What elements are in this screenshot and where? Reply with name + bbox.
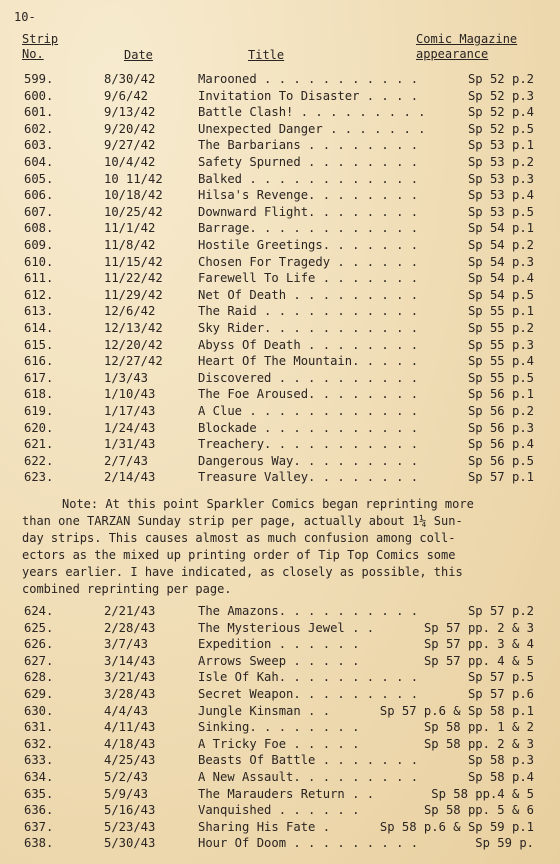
strip-row bbox=[0, 670, 560, 686]
strip-number: 625. bbox=[24, 620, 54, 635]
magazine-appearance: Sp 52 p.3 bbox=[467, 88, 534, 103]
header-strip-label: Strip bbox=[22, 32, 59, 46]
strip-date: 5/16/43 bbox=[104, 803, 156, 818]
magazine-appearance: Sp 57 pp. 2 & 3 bbox=[423, 620, 534, 635]
strip-number: 638. bbox=[24, 836, 54, 851]
strip-title: Unexpected Danger . . . . . . . bbox=[198, 121, 426, 136]
header-title-label: Title bbox=[248, 48, 285, 62]
strip-date: 10/25/42 bbox=[104, 204, 163, 219]
strip-title: A New Assault. . . . . . . . . bbox=[198, 770, 419, 784]
strip-number: 603. bbox=[24, 138, 54, 153]
strip-number: 630. bbox=[24, 703, 54, 718]
header-comic-magazine bbox=[416, 32, 517, 62]
note-line: than one TARZAN Sunday strip per page, actually about 1¼ Sun- bbox=[22, 514, 463, 528]
strip-number: 604. bbox=[24, 155, 54, 169]
strip-date: 9/20/42 bbox=[104, 121, 156, 136]
header-comic-label: Comic Magazine bbox=[416, 32, 518, 46]
strip-row bbox=[0, 720, 560, 736]
magazine-appearance: Sp 52 p.2 bbox=[467, 72, 534, 86]
magazine-appearance: Sp 56 p.3 bbox=[467, 420, 534, 435]
strip-row bbox=[0, 221, 560, 237]
strip-row bbox=[0, 404, 560, 420]
strip-date: 12/13/42 bbox=[104, 321, 163, 335]
strip-title: Downward Flight. . . . . . . . bbox=[198, 204, 419, 219]
strip-date: 11/1/42 bbox=[104, 221, 156, 236]
strip-number: 628. bbox=[24, 670, 54, 685]
strip-date: 2/21/43 bbox=[104, 604, 156, 618]
magazine-appearance: Sp 55 p.1 bbox=[467, 304, 534, 319]
magazine-appearance: Sp 56 p.2 bbox=[467, 404, 534, 418]
strip-title: Net Of Death . . . . . . . . . bbox=[198, 287, 419, 302]
strip-date: 5/2/43 bbox=[104, 770, 149, 784]
strip-title: Invitation To Disaster . . . . bbox=[198, 88, 419, 103]
strip-title: Jungle Kinsman . . bbox=[198, 703, 331, 718]
strip-date: 2/7/43 bbox=[104, 453, 149, 468]
strip-title: Marooned . . . . . . . . . . . bbox=[198, 72, 419, 86]
strip-number: 632. bbox=[24, 736, 54, 751]
strip-number: 618. bbox=[24, 387, 54, 402]
strip-date: 11/15/42 bbox=[104, 254, 163, 269]
strip-date: 11/8/42 bbox=[104, 238, 156, 252]
strip-date: 4/11/43 bbox=[104, 720, 156, 735]
page-number: 10- bbox=[14, 10, 36, 24]
strip-number: 610. bbox=[24, 254, 54, 269]
strip-row bbox=[0, 354, 560, 370]
strip-title: Abyss Of Death . . . . . . . . bbox=[198, 337, 419, 352]
strip-date: 9/13/42 bbox=[104, 105, 156, 120]
strip-date: 4/25/43 bbox=[104, 753, 156, 768]
strip-date: 11/29/42 bbox=[104, 287, 163, 302]
strip-row bbox=[0, 803, 560, 819]
strip-row bbox=[0, 255, 560, 271]
strip-title: The Marauders Return . . bbox=[198, 786, 375, 801]
strip-title: The Foe Aroused. . . . . . . . bbox=[198, 387, 419, 402]
note-line: Note: At this point Sparkler Comics began reprinting more bbox=[62, 497, 474, 511]
strip-title: Chosen For Tragedy . . . . . . bbox=[198, 254, 419, 269]
strip-title: Expedition . . . . . . bbox=[198, 637, 360, 652]
strip-date: 9/6/42 bbox=[104, 88, 149, 103]
strip-date: 4/4/43 bbox=[104, 703, 149, 718]
strip-row bbox=[0, 621, 560, 637]
magazine-appearance: Sp 57 pp. 3 & 4 bbox=[423, 637, 534, 652]
strip-date: 1/24/43 bbox=[104, 420, 156, 435]
note-line: combined reprinting per page. bbox=[22, 582, 232, 596]
magazine-appearance: Sp 54 p.4 bbox=[467, 271, 534, 286]
strip-number: 635. bbox=[24, 786, 54, 801]
header-title bbox=[248, 48, 284, 63]
strip-title: Safety Spurned . . . . . . . . bbox=[198, 155, 419, 169]
strip-row bbox=[0, 836, 560, 852]
strip-date: 1/17/43 bbox=[104, 404, 156, 418]
strip-date: 1/10/43 bbox=[104, 387, 156, 402]
strip-title: Vanquished . . . . . . bbox=[198, 803, 360, 818]
strip-number: 607. bbox=[24, 204, 54, 219]
strip-title: Farewell To Life . . . . . . . bbox=[198, 271, 419, 286]
strip-number: 608. bbox=[24, 221, 54, 236]
magazine-appearance: Sp 55 p.5 bbox=[467, 370, 534, 385]
strip-title: Balked . . . . . . . . . . . . bbox=[198, 171, 419, 186]
magazine-appearance: Sp 55 p.3 bbox=[467, 337, 534, 352]
strip-title: The Amazons. . . . . . . . . . bbox=[198, 604, 419, 618]
strip-row bbox=[0, 238, 560, 254]
strip-row bbox=[0, 654, 560, 670]
strip-number: 623. bbox=[24, 470, 54, 485]
strip-row bbox=[0, 288, 560, 304]
strip-date: 9/27/42 bbox=[104, 138, 156, 153]
strip-date: 1/3/43 bbox=[104, 370, 149, 385]
magazine-appearance: Sp 58 pp. 2 & 3 bbox=[423, 736, 534, 751]
strip-row bbox=[0, 72, 560, 88]
strip-title: A Clue . . . . . . . . . . . . bbox=[198, 404, 419, 418]
strip-number: 615. bbox=[24, 337, 54, 352]
magazine-appearance: Sp 54 p.2 bbox=[467, 238, 534, 252]
strip-number: 629. bbox=[24, 687, 54, 701]
strip-row bbox=[0, 304, 560, 320]
strip-title: Battle Clash! . . . . . . . . . bbox=[198, 105, 426, 120]
magazine-appearance: Sp 53 p.2 bbox=[467, 155, 534, 169]
strip-title: Blockade . . . . . . . . . . . bbox=[198, 420, 419, 435]
strip-date: 3/7/43 bbox=[104, 637, 149, 652]
strip-number: 617. bbox=[24, 370, 54, 385]
strip-date: 10/4/42 bbox=[104, 155, 156, 169]
strip-title: The Mysterious Jewel . . bbox=[198, 620, 375, 635]
strip-row bbox=[0, 105, 560, 121]
strip-row bbox=[0, 271, 560, 287]
strip-number: 624. bbox=[24, 604, 54, 618]
strip-number: 599. bbox=[24, 72, 54, 86]
magazine-appearance: Sp 59 p. bbox=[475, 836, 534, 851]
header-appearance-label: appearance bbox=[416, 47, 489, 61]
strip-row bbox=[0, 138, 560, 154]
strip-title: Hostile Greetings. . . . . . . bbox=[198, 238, 419, 252]
strip-date: 2/14/43 bbox=[104, 470, 156, 485]
magazine-appearance: Sp 58 p.3 bbox=[467, 753, 534, 768]
strip-row bbox=[0, 172, 560, 188]
strip-title: Arrows Sweep . . . . . bbox=[198, 653, 360, 668]
strip-date: 3/21/43 bbox=[104, 670, 156, 685]
magazine-appearance: Sp 58 pp.4 & 5 bbox=[431, 786, 534, 801]
strip-date: 1/31/43 bbox=[104, 437, 156, 452]
magazine-appearance: Sp 54 p.1 bbox=[467, 221, 534, 236]
strip-date: 12/6/42 bbox=[104, 304, 156, 319]
note-line: ectors as the mixed up printing order of Tip Top Comics some bbox=[22, 548, 456, 562]
strip-row bbox=[0, 321, 560, 337]
strip-date: 11/22/42 bbox=[104, 271, 163, 286]
strip-number: 633. bbox=[24, 753, 54, 768]
strip-number: 627. bbox=[24, 653, 54, 668]
strip-number: 636. bbox=[24, 803, 54, 818]
strip-date: 5/30/43 bbox=[104, 836, 156, 851]
strip-number: 614. bbox=[24, 321, 54, 335]
header-strip-no bbox=[22, 32, 58, 62]
strip-date: 10 11/42 bbox=[104, 171, 163, 186]
magazine-appearance: Sp 56 p.4 bbox=[467, 437, 534, 452]
strip-number: 612. bbox=[24, 287, 54, 302]
magazine-appearance: Sp 58 pp. 1 & 2 bbox=[423, 720, 534, 735]
magazine-appearance: Sp 57 p.2 bbox=[467, 604, 534, 618]
magazine-appearance: Sp 57 p.5 bbox=[467, 670, 534, 685]
strip-row bbox=[0, 770, 560, 786]
magazine-appearance: Sp 56 p.1 bbox=[467, 387, 534, 402]
strip-row bbox=[0, 387, 560, 403]
strip-number: 601. bbox=[24, 105, 54, 120]
strip-number: 631. bbox=[24, 720, 54, 735]
strip-number: 606. bbox=[24, 188, 54, 203]
magazine-appearance: Sp 54 p.5 bbox=[467, 287, 534, 302]
strip-title: The Barbarians . . . . . . . . bbox=[198, 138, 419, 153]
strip-row bbox=[0, 89, 560, 105]
strip-row bbox=[0, 470, 560, 486]
strip-date: 8/30/42 bbox=[104, 72, 156, 86]
strip-date: 5/9/43 bbox=[104, 786, 149, 801]
strip-row bbox=[0, 188, 560, 204]
strip-row bbox=[0, 704, 560, 720]
strip-row bbox=[0, 604, 560, 620]
strip-number: 619. bbox=[24, 404, 54, 418]
magazine-appearance: Sp 57 p.6 bbox=[467, 687, 534, 701]
strip-title: Isle Of Kah. . . . . . . . . . bbox=[198, 670, 419, 685]
strip-row bbox=[0, 205, 560, 221]
strip-title: Hour Of Doom . . . . . . . . . bbox=[198, 836, 419, 851]
strip-number: 620. bbox=[24, 420, 54, 435]
header-date-label: Date bbox=[124, 48, 153, 62]
strip-title: Hilsa's Revenge. . . . . . . . bbox=[198, 188, 419, 203]
strip-date: 5/23/43 bbox=[104, 819, 156, 834]
strip-date: 2/28/43 bbox=[104, 620, 156, 635]
strip-row bbox=[0, 687, 560, 703]
strip-title: Sharing His Fate . bbox=[198, 819, 331, 834]
strip-row bbox=[0, 753, 560, 769]
strip-row bbox=[0, 820, 560, 836]
strip-title: Treasure Valley. . . . . . . . bbox=[198, 470, 419, 485]
strip-row bbox=[0, 338, 560, 354]
magazine-appearance: Sp 53 p.3 bbox=[467, 171, 534, 186]
strip-number: 600. bbox=[24, 88, 54, 103]
strip-date: 12/27/42 bbox=[104, 354, 163, 369]
magazine-appearance: Sp 52 p.4 bbox=[467, 105, 534, 120]
strip-date: 10/18/42 bbox=[104, 188, 163, 203]
strip-date: 4/18/43 bbox=[104, 736, 156, 751]
strip-row bbox=[0, 122, 560, 138]
strip-title: The Raid . . . . . . . . . . . bbox=[198, 304, 419, 319]
strip-title: Treachery. . . . . . . . . . . bbox=[198, 437, 419, 452]
strip-title: A Tricky Foe . . . . . bbox=[198, 736, 360, 751]
strip-date: 12/20/42 bbox=[104, 337, 163, 352]
strip-number: 616. bbox=[24, 354, 54, 369]
magazine-appearance: Sp 53 p.4 bbox=[467, 188, 534, 203]
strip-number: 626. bbox=[24, 637, 54, 652]
strip-title: Sinking. . . . . . . . bbox=[198, 720, 360, 735]
note-line: years earlier. I have indicated, as closely as possible, this bbox=[22, 565, 463, 579]
magazine-appearance: Sp 55 p.4 bbox=[467, 354, 534, 369]
strip-row bbox=[0, 371, 560, 387]
strip-row bbox=[0, 421, 560, 437]
strip-title: Secret Weapon. . . . . . . . . bbox=[198, 687, 419, 701]
strip-date: 3/28/43 bbox=[104, 687, 156, 701]
reprint-note bbox=[22, 496, 534, 598]
magazine-appearance: Sp 52 p.5 bbox=[467, 121, 534, 136]
magazine-appearance: Sp 55 p.2 bbox=[467, 321, 534, 335]
magazine-appearance: Sp 58 p.4 bbox=[467, 770, 534, 784]
strip-number: 613. bbox=[24, 304, 54, 319]
strip-title: Barrage. . . . . . . . . . . . bbox=[198, 221, 419, 236]
strip-number: 609. bbox=[24, 238, 54, 252]
strip-row bbox=[0, 437, 560, 453]
header-date bbox=[124, 48, 153, 63]
strip-row bbox=[0, 737, 560, 753]
magazine-appearance: Sp 53 p.1 bbox=[467, 138, 534, 153]
strip-number: 621. bbox=[24, 437, 54, 452]
header-no-label: No. bbox=[22, 47, 44, 61]
strip-title: Heart Of The Mountain. . . . . bbox=[198, 354, 419, 369]
strip-row bbox=[0, 787, 560, 803]
magazine-appearance: Sp 56 p.5 bbox=[467, 453, 534, 468]
strip-number: 634. bbox=[24, 770, 54, 784]
strip-row bbox=[0, 155, 560, 171]
magazine-appearance: Sp 53 p.5 bbox=[467, 204, 534, 219]
strip-number: 637. bbox=[24, 819, 54, 834]
strip-date: 3/14/43 bbox=[104, 653, 156, 668]
magazine-appearance: Sp 57 pp. 4 & 5 bbox=[423, 653, 534, 668]
strip-title: Discovered . . . . . . . . . . bbox=[198, 370, 419, 385]
magazine-appearance: Sp 58 p.6 & Sp 59 p.1 bbox=[379, 819, 534, 834]
note-line: day strips. This causes almost as much confusion among coll- bbox=[22, 531, 456, 545]
strip-title: Beasts Of Battle . . . . . . . bbox=[198, 753, 419, 768]
strip-row bbox=[0, 637, 560, 653]
strip-title: Sky Rider. . . . . . . . . . . bbox=[198, 321, 419, 335]
strip-number: 602. bbox=[24, 121, 54, 136]
magazine-appearance: Sp 57 p.1 bbox=[467, 470, 534, 485]
magazine-appearance: Sp 58 pp. 5 & 6 bbox=[423, 803, 534, 818]
magazine-appearance: Sp 54 p.3 bbox=[467, 254, 534, 269]
strip-number: 611. bbox=[24, 271, 54, 286]
strip-number: 605. bbox=[24, 171, 54, 186]
magazine-appearance: Sp 57 p.6 & Sp 58 p.1 bbox=[379, 703, 534, 718]
strip-row bbox=[0, 454, 560, 470]
strip-title: Dangerous Way. . . . . . . . . bbox=[198, 453, 419, 468]
strip-number: 622. bbox=[24, 453, 54, 468]
